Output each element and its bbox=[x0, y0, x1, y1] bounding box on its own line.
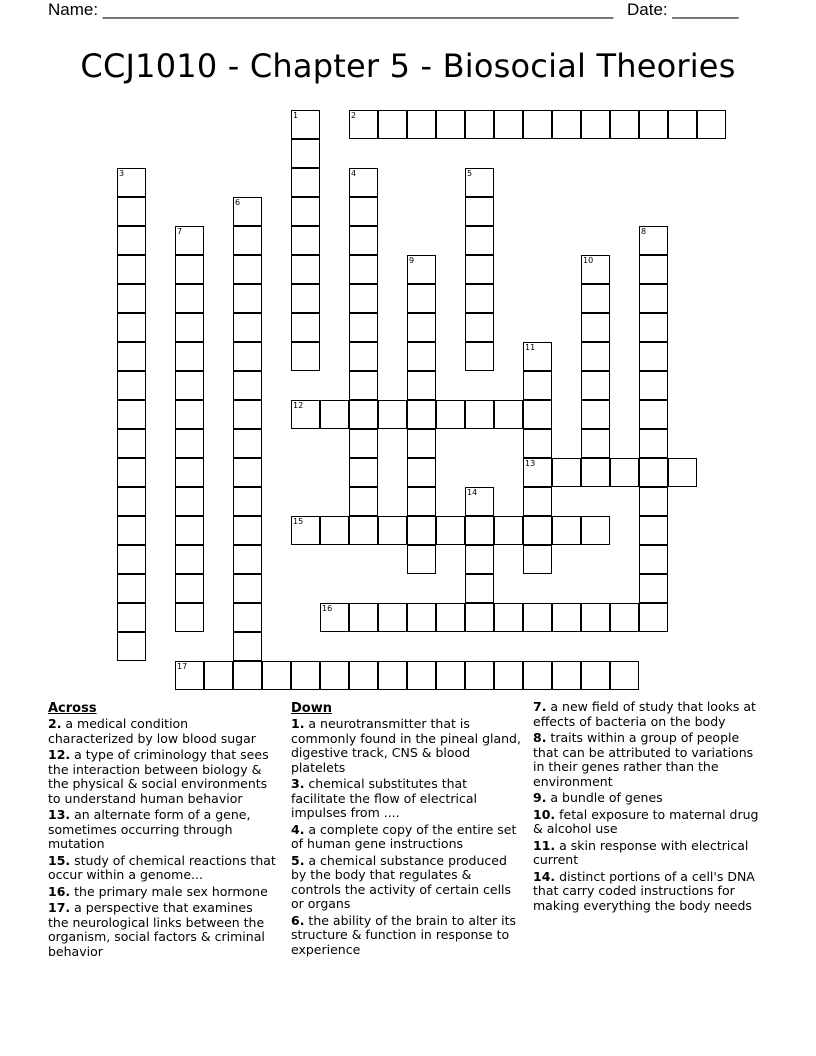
clue-number: 4 bbox=[351, 169, 357, 178]
grid-cell[interactable] bbox=[291, 110, 320, 139]
clue-item-text: distinct portions of a cell's DNA that carry coded instructions for making everything the body needs bbox=[533, 868, 755, 913]
across-clue-list bbox=[48, 717, 276, 959]
grid-cell[interactable] bbox=[378, 110, 407, 139]
grid-cell[interactable] bbox=[407, 371, 436, 400]
clue-item-number: 3. bbox=[291, 776, 305, 791]
grid-cell[interactable] bbox=[581, 371, 610, 400]
grid-cell[interactable] bbox=[465, 168, 494, 197]
grid-cell[interactable] bbox=[465, 400, 494, 429]
grid-cell[interactable] bbox=[407, 313, 436, 342]
grid-cell[interactable] bbox=[494, 661, 523, 690]
grid-cell[interactable] bbox=[320, 661, 349, 690]
clue-item-number: 2. bbox=[48, 716, 62, 731]
grid-cell[interactable] bbox=[639, 574, 668, 603]
grid-cell[interactable] bbox=[610, 458, 639, 487]
clue-item-text: a medical condition characterized by low blood sugar bbox=[48, 716, 256, 746]
grid-cell[interactable] bbox=[291, 661, 320, 690]
grid-cell[interactable] bbox=[349, 342, 378, 371]
grid-cell[interactable] bbox=[175, 226, 204, 255]
clue-item-number: 5. bbox=[291, 852, 305, 868]
grid-cell[interactable] bbox=[117, 400, 146, 429]
grid-cell[interactable] bbox=[581, 661, 610, 690]
name-field-label[interactable]: Name: ______________________________________________________ bbox=[48, 0, 614, 19]
grid-cell[interactable] bbox=[436, 516, 465, 545]
grid-cell[interactable] bbox=[668, 110, 697, 139]
clue-item bbox=[291, 914, 523, 958]
grid-cell[interactable] bbox=[436, 661, 465, 690]
grid-cell[interactable] bbox=[233, 661, 262, 690]
grid-cell[interactable] bbox=[175, 574, 204, 603]
grid-cell[interactable] bbox=[320, 400, 349, 429]
grid-cell[interactable] bbox=[465, 110, 494, 139]
grid-cell[interactable] bbox=[465, 574, 494, 603]
clue-number: 3 bbox=[119, 169, 125, 178]
grid-cell[interactable] bbox=[639, 371, 668, 400]
grid-cell[interactable] bbox=[494, 110, 523, 139]
grid-cell[interactable] bbox=[465, 226, 494, 255]
clue-item-text: chemical substitutes that facilitate the flow of electrical impulses from .... bbox=[291, 776, 477, 820]
grid-cell[interactable] bbox=[291, 197, 320, 226]
grid-cell[interactable] bbox=[407, 110, 436, 139]
clue-number: 2 bbox=[351, 111, 357, 120]
clue-item bbox=[291, 777, 523, 821]
grid-cell[interactable] bbox=[349, 110, 378, 139]
grid-cell[interactable] bbox=[175, 661, 204, 690]
clue-number: 7 bbox=[177, 227, 183, 236]
clue-number: 5 bbox=[467, 169, 473, 178]
grid-cell[interactable] bbox=[552, 110, 581, 139]
grid-cell[interactable] bbox=[639, 284, 668, 313]
grid-cell[interactable] bbox=[349, 400, 378, 429]
grid-cell[interactable] bbox=[233, 400, 262, 429]
clue-number: 9 bbox=[409, 256, 415, 265]
grid-cell[interactable] bbox=[349, 226, 378, 255]
clue-number: 12 bbox=[293, 401, 304, 410]
grid-cell[interactable] bbox=[465, 255, 494, 284]
grid-cell[interactable] bbox=[639, 545, 668, 574]
clue-number: 16 bbox=[322, 604, 333, 613]
grid-cell[interactable] bbox=[233, 458, 262, 487]
clue-item-number: 12. bbox=[48, 747, 71, 762]
grid-cell[interactable] bbox=[581, 400, 610, 429]
clue-item-number: 17. bbox=[48, 900, 71, 915]
clue-item bbox=[48, 717, 276, 746]
down-clues bbox=[291, 700, 523, 959]
grid-cell[interactable] bbox=[639, 429, 668, 458]
clue-item bbox=[533, 791, 768, 806]
grid-cell[interactable] bbox=[378, 516, 407, 545]
clue-item bbox=[533, 731, 768, 789]
clue-item-text: a skin response with electrical current bbox=[533, 837, 749, 867]
grid-cell[interactable] bbox=[639, 313, 668, 342]
clue-item-number: 11. bbox=[533, 837, 556, 853]
grid-cell[interactable] bbox=[233, 545, 262, 574]
grid-cell[interactable] bbox=[117, 574, 146, 603]
grid-cell[interactable] bbox=[639, 255, 668, 284]
grid-cell[interactable] bbox=[465, 313, 494, 342]
grid-cell[interactable] bbox=[639, 516, 668, 545]
clue-item-number: 1. bbox=[291, 716, 305, 731]
grid-cell[interactable] bbox=[117, 603, 146, 632]
grid-cell[interactable] bbox=[233, 429, 262, 458]
grid-cell[interactable] bbox=[523, 110, 552, 139]
grid-cell[interactable] bbox=[552, 458, 581, 487]
grid-cell[interactable] bbox=[349, 429, 378, 458]
grid-cell[interactable] bbox=[233, 632, 262, 661]
grid-cell[interactable] bbox=[117, 226, 146, 255]
clue-item-text: the ability of the brain to alter its structure & function in response to experience bbox=[291, 912, 517, 957]
grid-cell[interactable] bbox=[175, 603, 204, 632]
clue-number: 14 bbox=[467, 488, 478, 497]
grid-cell[interactable] bbox=[233, 574, 262, 603]
grid-cell[interactable] bbox=[378, 661, 407, 690]
clue-item-number: 8. bbox=[533, 730, 547, 745]
grid-cell[interactable] bbox=[175, 371, 204, 400]
grid-cell[interactable] bbox=[494, 516, 523, 545]
grid-cell[interactable] bbox=[552, 603, 581, 632]
clue-item bbox=[48, 854, 276, 883]
clue-item-number: 7. bbox=[533, 699, 547, 714]
clue-item-text: a bundle of genes bbox=[546, 790, 663, 805]
grid-cell[interactable] bbox=[233, 371, 262, 400]
grid-cell[interactable] bbox=[552, 661, 581, 690]
grid-cell[interactable] bbox=[349, 603, 378, 632]
grid-cell[interactable] bbox=[581, 313, 610, 342]
grid-cell[interactable] bbox=[291, 226, 320, 255]
grid-cell[interactable] bbox=[117, 342, 146, 371]
grid-cell[interactable] bbox=[668, 458, 697, 487]
grid-cell[interactable] bbox=[581, 284, 610, 313]
grid-cell[interactable] bbox=[436, 110, 465, 139]
grid-cell[interactable] bbox=[349, 255, 378, 284]
grid-cell[interactable] bbox=[117, 168, 146, 197]
grid-cell[interactable] bbox=[175, 487, 204, 516]
grid-cell[interactable] bbox=[349, 458, 378, 487]
grid-cell[interactable] bbox=[639, 603, 668, 632]
grid-cell[interactable] bbox=[639, 458, 668, 487]
grid-cell[interactable] bbox=[581, 110, 610, 139]
grid-cell[interactable] bbox=[349, 661, 378, 690]
grid-cell[interactable] bbox=[233, 255, 262, 284]
grid-cell[interactable] bbox=[494, 603, 523, 632]
grid-cell[interactable] bbox=[175, 545, 204, 574]
clue-item-text: the primary male sex hormone bbox=[70, 883, 268, 899]
grid-cell[interactable] bbox=[291, 255, 320, 284]
grid-cell[interactable] bbox=[465, 342, 494, 371]
grid-cell[interactable] bbox=[175, 429, 204, 458]
clue-item-text: fetal exposure to maternal drug & alcohol use bbox=[533, 806, 759, 836]
grid-cell[interactable] bbox=[117, 487, 146, 516]
down-heading: Down bbox=[291, 701, 332, 716]
grid-cell[interactable] bbox=[523, 458, 552, 487]
clue-item-number: 16. bbox=[48, 883, 71, 899]
grid-cell[interactable] bbox=[581, 342, 610, 371]
grid-cell[interactable] bbox=[639, 487, 668, 516]
grid-cell[interactable] bbox=[697, 110, 726, 139]
grid-cell[interactable] bbox=[639, 110, 668, 139]
clue-item bbox=[48, 885, 276, 900]
clue-item bbox=[533, 808, 768, 837]
grid-cell[interactable] bbox=[349, 313, 378, 342]
across-heading: Across bbox=[48, 701, 97, 716]
grid-cell[interactable] bbox=[291, 516, 320, 545]
grid-cell[interactable] bbox=[175, 255, 204, 284]
grid-cell[interactable] bbox=[262, 661, 291, 690]
grid-cell[interactable] bbox=[436, 400, 465, 429]
down-clue-list-continued bbox=[533, 700, 768, 913]
grid-cell[interactable] bbox=[117, 313, 146, 342]
grid-cell[interactable] bbox=[349, 516, 378, 545]
grid-cell[interactable] bbox=[407, 487, 436, 516]
grid-cell[interactable] bbox=[117, 545, 146, 574]
grid-cell[interactable] bbox=[291, 313, 320, 342]
grid-cell[interactable] bbox=[523, 487, 552, 516]
clue-number: 11 bbox=[525, 343, 536, 352]
grid-cell[interactable] bbox=[233, 197, 262, 226]
grid-cell[interactable] bbox=[320, 516, 349, 545]
grid-cell[interactable] bbox=[117, 371, 146, 400]
grid-cell[interactable] bbox=[523, 661, 552, 690]
grid-cell[interactable] bbox=[407, 603, 436, 632]
grid-cell[interactable] bbox=[436, 603, 465, 632]
grid-cell[interactable] bbox=[175, 458, 204, 487]
clue-item-number: 9. bbox=[533, 790, 547, 805]
grid-cell[interactable] bbox=[407, 400, 436, 429]
clue-item bbox=[48, 901, 276, 959]
clue-item-number: 15. bbox=[48, 852, 71, 868]
grid-cell[interactable] bbox=[610, 603, 639, 632]
clue-item bbox=[291, 823, 523, 852]
grid-cell[interactable] bbox=[117, 429, 146, 458]
grid-cell[interactable] bbox=[610, 110, 639, 139]
grid-cell[interactable] bbox=[117, 516, 146, 545]
clue-item bbox=[533, 700, 768, 729]
grid-cell[interactable] bbox=[378, 603, 407, 632]
grid-cell[interactable] bbox=[349, 168, 378, 197]
grid-cell[interactable] bbox=[349, 487, 378, 516]
grid-cell[interactable] bbox=[175, 400, 204, 429]
grid-cell[interactable] bbox=[407, 429, 436, 458]
clue-item-text: a complete copy of the entire set of human gene instructions bbox=[291, 821, 517, 851]
grid-cell[interactable] bbox=[204, 661, 233, 690]
grid-cell[interactable] bbox=[465, 603, 494, 632]
clue-number: 6 bbox=[235, 198, 241, 207]
grid-cell[interactable] bbox=[175, 313, 204, 342]
grid-cell[interactable] bbox=[233, 516, 262, 545]
grid-cell[interactable] bbox=[320, 603, 349, 632]
grid-cell[interactable] bbox=[233, 603, 262, 632]
grid-cell[interactable] bbox=[581, 255, 610, 284]
grid-cell[interactable] bbox=[407, 255, 436, 284]
grid-cell[interactable] bbox=[523, 516, 552, 545]
grid-cell[interactable] bbox=[465, 545, 494, 574]
grid-cell[interactable] bbox=[523, 603, 552, 632]
grid-cell[interactable] bbox=[465, 197, 494, 226]
grid-cell[interactable] bbox=[378, 400, 407, 429]
grid-cell[interactable] bbox=[233, 313, 262, 342]
grid-cell[interactable] bbox=[523, 545, 552, 574]
grid-cell[interactable] bbox=[291, 168, 320, 197]
clue-number: 10 bbox=[583, 256, 594, 265]
clue-item bbox=[291, 717, 523, 775]
grid-cell[interactable] bbox=[291, 139, 320, 168]
clue-item-text: a chemical substance produced by the body that regulates & controls the activity of certain cells or organs bbox=[291, 852, 512, 911]
grid-cell[interactable] bbox=[233, 487, 262, 516]
clue-item-number: 4. bbox=[291, 821, 305, 837]
clue-item-number: 6. bbox=[291, 912, 305, 928]
grid-cell[interactable] bbox=[117, 197, 146, 226]
grid-cell[interactable] bbox=[639, 400, 668, 429]
grid-cell[interactable] bbox=[581, 516, 610, 545]
down-clues-continued bbox=[533, 700, 768, 915]
grid-cell[interactable] bbox=[523, 429, 552, 458]
grid-cell[interactable] bbox=[117, 255, 146, 284]
grid-cell[interactable] bbox=[175, 342, 204, 371]
clue-number: 8 bbox=[641, 227, 647, 236]
grid-cell[interactable] bbox=[552, 516, 581, 545]
clue-item-text: a neurotransmitter that is commonly found in the pineal gland, digestive track, CNS & blood platelets bbox=[291, 716, 521, 775]
clue-item bbox=[48, 748, 276, 806]
grid-cell[interactable] bbox=[175, 516, 204, 545]
grid-cell[interactable] bbox=[117, 632, 146, 661]
clue-item bbox=[533, 870, 768, 914]
across-clues bbox=[48, 700, 276, 961]
grid-cell[interactable] bbox=[233, 342, 262, 371]
clue-item-number: 13. bbox=[48, 807, 71, 822]
grid-cell[interactable] bbox=[117, 284, 146, 313]
grid-cell[interactable] bbox=[407, 661, 436, 690]
grid-cell[interactable] bbox=[523, 342, 552, 371]
grid-cell[interactable] bbox=[291, 400, 320, 429]
clue-item bbox=[48, 808, 276, 852]
grid-cell[interactable] bbox=[523, 371, 552, 400]
clue-item-text: a perspective that examines the neurological links between the organism, social factors & criminal behavior bbox=[48, 900, 265, 959]
grid-cell[interactable] bbox=[349, 197, 378, 226]
clue-number: 17 bbox=[177, 662, 188, 671]
clue-item-number: 10. bbox=[533, 806, 556, 822]
grid-cell[interactable] bbox=[581, 429, 610, 458]
grid-cell[interactable] bbox=[407, 458, 436, 487]
clue-number: 13 bbox=[525, 459, 536, 468]
grid-cell[interactable] bbox=[291, 342, 320, 371]
grid-cell[interactable] bbox=[581, 458, 610, 487]
clue-item-number: 14. bbox=[533, 868, 556, 884]
grid-cell[interactable] bbox=[465, 516, 494, 545]
grid-cell[interactable] bbox=[349, 371, 378, 400]
grid-cell[interactable] bbox=[639, 226, 668, 255]
grid-cell[interactable] bbox=[407, 545, 436, 574]
grid-cell[interactable] bbox=[233, 226, 262, 255]
grid-cell[interactable] bbox=[117, 458, 146, 487]
grid-cell[interactable] bbox=[349, 284, 378, 313]
grid-cell[interactable] bbox=[407, 516, 436, 545]
grid-cell[interactable] bbox=[465, 661, 494, 690]
grid-cell[interactable] bbox=[407, 342, 436, 371]
grid-cell[interactable] bbox=[639, 342, 668, 371]
grid-cell[interactable] bbox=[523, 400, 552, 429]
clue-number: 1 bbox=[293, 111, 299, 120]
clue-item-text: study of chemical reactions that occur within a genome... bbox=[48, 852, 276, 882]
grid-cell[interactable] bbox=[610, 661, 639, 690]
clue-item bbox=[291, 854, 523, 912]
clue-item-text: a type of criminology that sees the interaction between biology & the physical & social environments to understand human behavior bbox=[48, 747, 269, 806]
clue-number: 15 bbox=[293, 517, 304, 526]
date-field-label[interactable]: Date: _______ bbox=[627, 0, 739, 19]
down-clue-list bbox=[291, 717, 523, 957]
grid-cell[interactable] bbox=[581, 603, 610, 632]
clue-item-text: an alternate form of a gene, sometimes occurring through mutation bbox=[48, 807, 251, 851]
grid-cell[interactable] bbox=[465, 487, 494, 516]
grid-cell[interactable] bbox=[175, 284, 204, 313]
grid-cell[interactable] bbox=[494, 400, 523, 429]
page-title: CCJ1010 - Chapter 5 - Biosocial Theories bbox=[80, 47, 736, 85]
clue-item-text: traits within a group of people that can be attributed to variations in their genes rather than the environment bbox=[533, 730, 754, 789]
clue-item-text: a new field of study that looks at effects of bacteria on the body bbox=[533, 699, 756, 729]
clue-item bbox=[533, 839, 768, 868]
grid-cell[interactable] bbox=[233, 284, 262, 313]
grid-cell[interactable] bbox=[465, 284, 494, 313]
grid-cell[interactable] bbox=[291, 284, 320, 313]
grid-cell[interactable] bbox=[407, 284, 436, 313]
